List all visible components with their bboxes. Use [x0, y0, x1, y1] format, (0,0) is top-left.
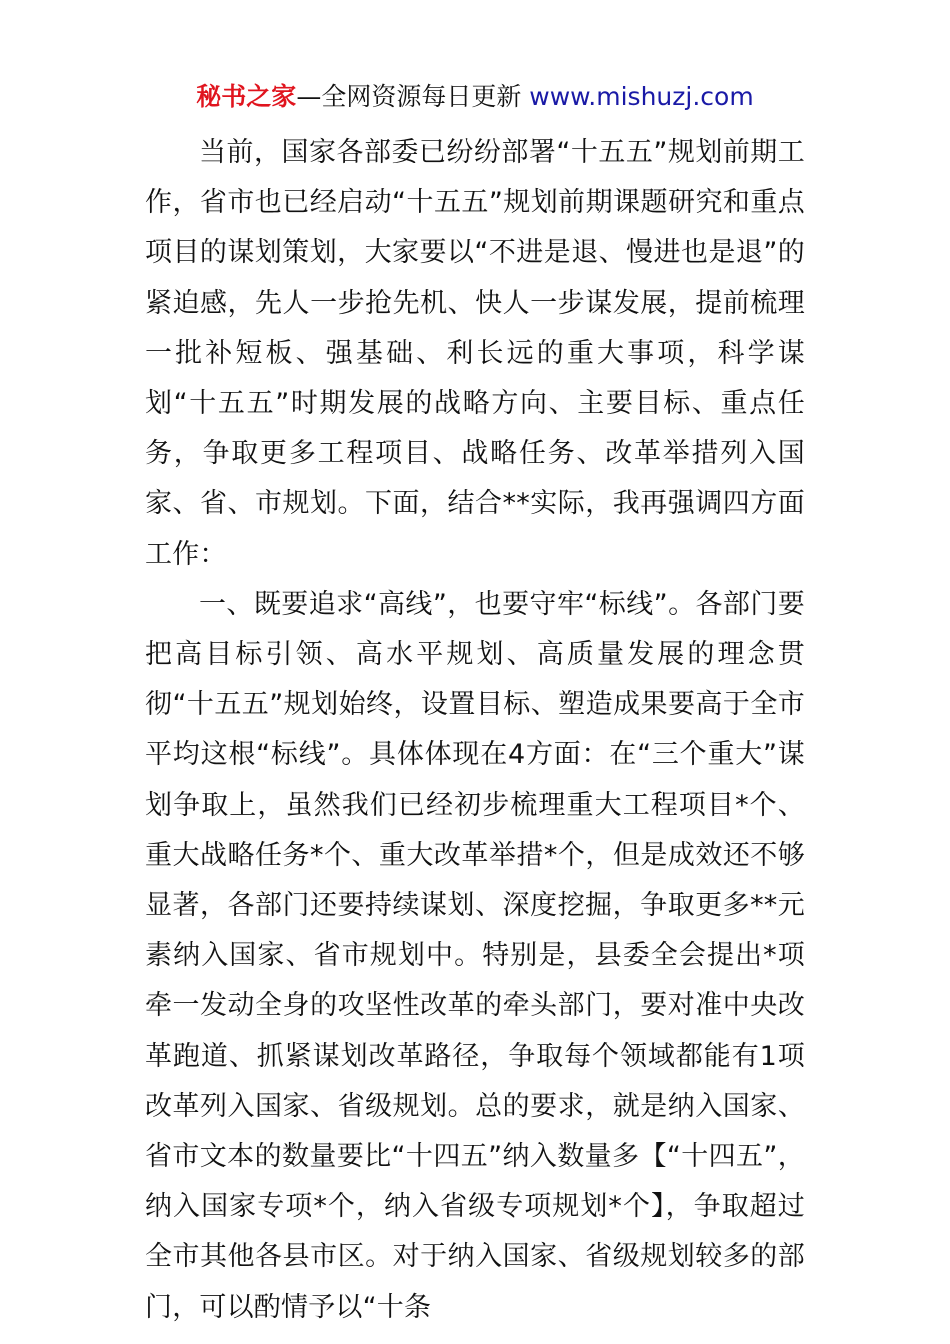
- paragraph-section-one: 一、既要追求“高线”，也要守牢“标线”。各部门要把高目标引领、高水平规划、高质量发展的理念贯彻“十五五”规划始终，设置目标、塑造成果要高于全市平均这根“标线”。具体体现在4方面：在“三个重大”谋划争取上，虽然我们已经初步梳理重大工程项目*个、重大战略任务*个、重大改革举措*个，但是成效还不够显著，各部门还要持续谋划、深度挖掘，争取更多**元素纳入国家、省市规划中。特别是，县委全会提出*项牵一发动全身的攻坚性改革的牵头部门，要对准中央改革跑道、抓紧谋划改革路径，争取每个领域都能有1项改革列入国家、省级规划。总的要求，就是纳入国家、省市文本的数量要比“十四五”纳入数量多【“十四五”，纳入国家专项*个，纳入省级专项规划*个】，争取超过全市其他各县市区。对于纳入国家、省级规划较多的部门，可以酌情予以“十条: [145, 588, 805, 1323]
- brand-name: 秘书之家: [196, 82, 297, 111]
- document-body: [145, 128, 805, 1333]
- header-tagline: —全网资源每日更新: [296, 82, 530, 111]
- site-url-link[interactable]: www.mishuzj.com: [529, 82, 754, 111]
- watermark-header: [0, 80, 950, 114]
- paragraph-intro: 当前，国家各部委已纷纷部署“十五五”规划前期工作，省市也已经启动“十五五”规划前期课题研究和重点项目的谋划策划，大家要以“不进是退、慢进也是退”的紧迫感，先人一步抢先机、快人一步谋发展，提前梳理一批补短板、强基础、利长远的重大事项，科学谋划“十五五”时期发展的战略方向、主要目标、重点任务，争取更多工程项目、战略任务、改革举措列入国家、省、市规划。下面，结合**实际，我再强调四方面工作：: [145, 137, 805, 570]
